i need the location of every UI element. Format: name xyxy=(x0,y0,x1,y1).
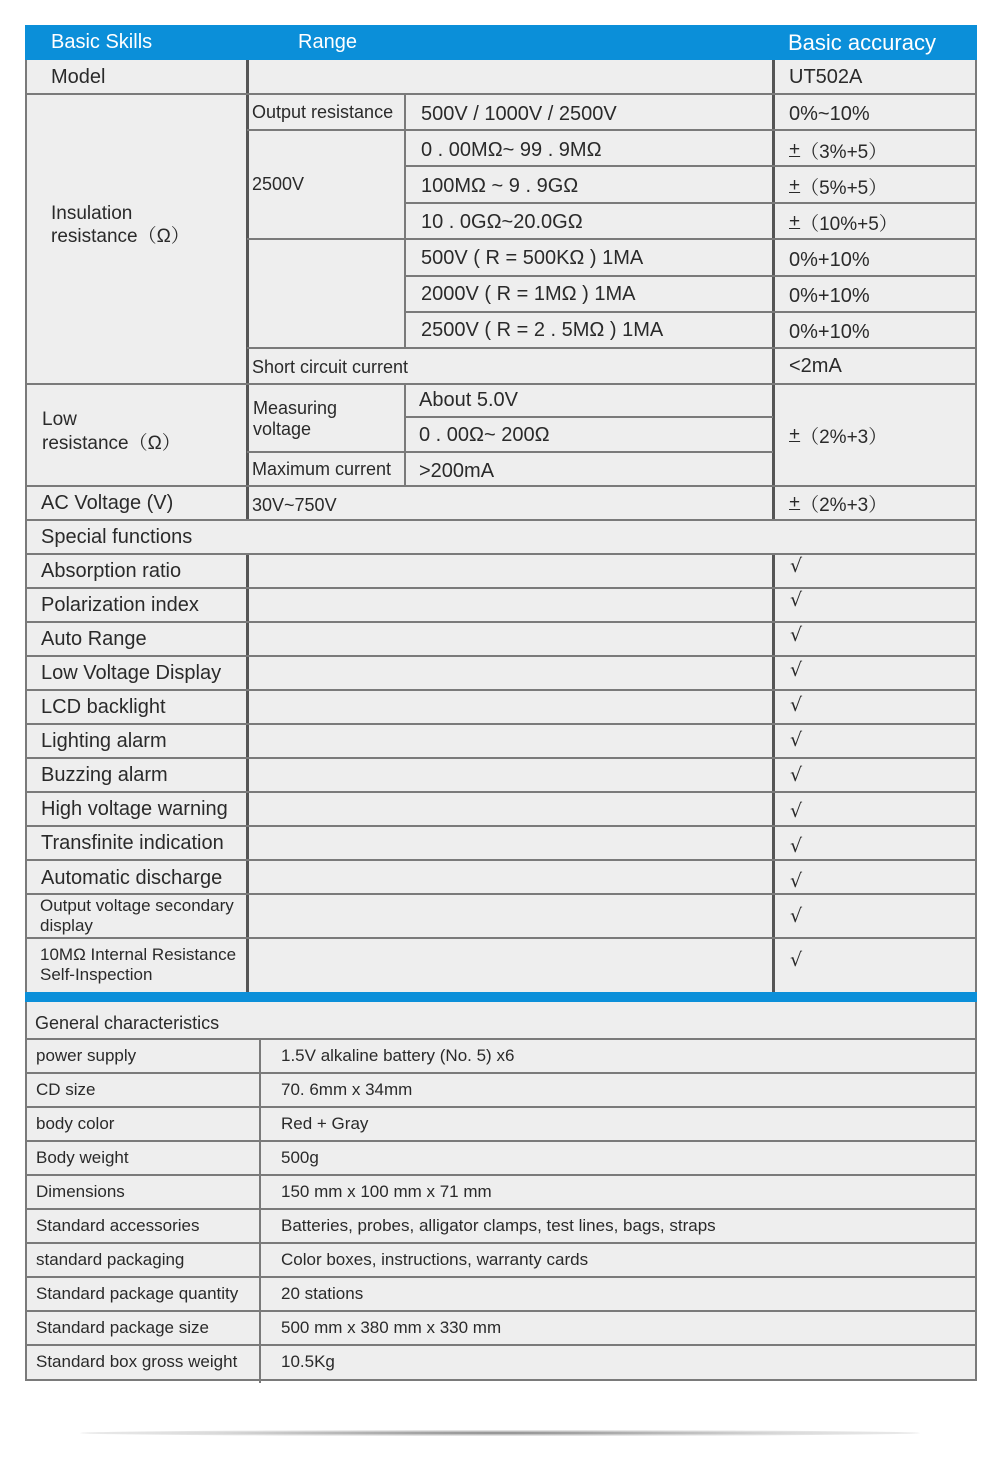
output-resistance-label: Output resistance xyxy=(252,101,394,122)
check-icon: √ xyxy=(790,800,803,822)
general-title: General characteristics xyxy=(35,1012,220,1033)
current-range-1: 500V ( R = 500KΩ ) 1MA xyxy=(421,246,644,269)
measuring-voltage-value-2: 0 . 00Ω~ 200Ω xyxy=(419,424,550,446)
col-divider-1b xyxy=(246,554,249,992)
check-icon: √ xyxy=(790,659,803,681)
col-divider-2a xyxy=(404,94,406,348)
header-range: Range xyxy=(298,31,357,53)
special-functions-title: Special functions xyxy=(41,525,193,548)
general-value-power-supply: 1.5V alkaline battery (No. 5) x6 xyxy=(281,1046,515,1065)
short-circuit-accuracy: <2mA xyxy=(789,354,842,377)
max-current-label: Maximum current xyxy=(252,459,392,479)
v2500-range-1: 0 . 00MΩ~ 99 . 9MΩ xyxy=(421,138,602,161)
special-item-lcd-backlight: LCD backlight xyxy=(41,695,166,718)
hline xyxy=(25,1379,977,1381)
hline xyxy=(25,723,977,725)
accuracy-value: （2%+3） xyxy=(800,494,888,516)
v2500-range-3: 10 . 0GΩ~20.0GΩ xyxy=(421,210,583,233)
check-icon: √ xyxy=(790,870,803,892)
general-label-gross-weight: Standard box gross weight xyxy=(36,1352,238,1371)
check-icon: √ xyxy=(790,589,803,611)
low-resistance-label xyxy=(42,408,181,456)
hline xyxy=(25,1140,977,1142)
low-resistance-label-line2: resistance（Ω） xyxy=(42,433,181,454)
special-item-absorption-ratio: Absorption ratio xyxy=(41,559,182,582)
col-divider-2b xyxy=(404,384,406,486)
model-value: UT502A xyxy=(789,65,863,88)
border-left xyxy=(25,1002,27,1381)
general-value-cd-size: 70. 6mm x 34mm xyxy=(281,1080,413,1099)
general-value-body-weight: 500g xyxy=(281,1148,319,1167)
output-resistance-accuracy: 0%~10% xyxy=(789,102,870,125)
insulation-label-line1: Insulation xyxy=(51,203,133,224)
measuring-voltage-label xyxy=(253,398,337,440)
item-line1: Output voltage secondary xyxy=(40,896,234,915)
v2500-range-2: 100MΩ ~ 9 . 9GΩ xyxy=(421,174,579,197)
short-circuit-label: Short circuit current xyxy=(252,356,409,377)
accuracy-value: （3%+5） xyxy=(800,141,888,163)
general-label-package-size: Standard package size xyxy=(36,1318,209,1337)
header-basic-skills: Basic Skills xyxy=(51,31,153,53)
general-value-body-color: Red + Gray xyxy=(281,1114,369,1133)
border-right xyxy=(975,60,977,992)
decorative-shadow xyxy=(80,1430,920,1436)
special-item-output-voltage-secondary-display xyxy=(40,896,234,936)
check-icon: √ xyxy=(790,555,803,577)
general-label-package-quantity: Standard package quantity xyxy=(36,1284,239,1303)
current-accuracy-1: 0%+10% xyxy=(789,248,870,271)
special-item-transfinite-indication: Transfinite indication xyxy=(41,831,224,854)
low-resistance-label-line1: Low xyxy=(42,409,77,430)
ac-voltage-label: AC Voltage (V) xyxy=(41,491,174,514)
plus-minus-icon: + xyxy=(789,175,801,196)
current-range-2: 2000V ( R = 1MΩ ) 1MA xyxy=(421,282,636,305)
accuracy-value: （2%+3） xyxy=(800,426,888,448)
item-line2: display xyxy=(40,916,93,935)
measuring-voltage-value-1: About 5.0V xyxy=(419,389,518,411)
col-divider-3b xyxy=(772,554,775,992)
v2500-accuracy-3 xyxy=(789,204,898,240)
special-item-auto-range: Auto Range xyxy=(41,627,147,650)
ac-voltage-range: 30V~750V xyxy=(252,494,337,515)
general-value-standard-packaging: Color boxes, instructions, warranty cards xyxy=(281,1250,589,1269)
border-left xyxy=(25,60,27,992)
check-icon: √ xyxy=(790,764,803,786)
section-separator xyxy=(25,992,977,1002)
measuring-voltage-line2: voltage xyxy=(253,419,312,439)
plus-minus-icon: + xyxy=(789,424,801,445)
special-item-automatic-discharge: Automatic discharge xyxy=(41,866,223,889)
special-item-low-voltage-display: Low Voltage Display xyxy=(41,661,222,684)
hline xyxy=(25,1106,977,1108)
header-basic-accuracy: Basic accuracy xyxy=(788,29,936,55)
general-label-standard-packaging: standard packaging xyxy=(36,1250,185,1269)
general-label-dimensions: Dimensions xyxy=(36,1182,125,1201)
general-label-cd-size: CD size xyxy=(36,1080,96,1099)
hline xyxy=(25,757,977,759)
current-accuracy-2: 0%+10% xyxy=(789,284,870,307)
v2500-label: 2500V xyxy=(252,174,305,194)
general-value-package-quantity: 20 stations xyxy=(281,1284,364,1303)
current-accuracy-3: 0%+10% xyxy=(789,320,870,343)
special-item-internal-resistance-self-inspection xyxy=(40,945,236,985)
max-current-value: >200mA xyxy=(419,460,495,482)
model-label: Model xyxy=(51,65,106,88)
item-line2: Self-Inspection xyxy=(40,965,153,984)
check-icon: √ xyxy=(790,624,803,646)
v2500-accuracy-2 xyxy=(789,168,887,204)
measuring-voltage-line1: Measuring xyxy=(253,398,338,418)
insulation-label-line2: resistance（Ω） xyxy=(51,226,190,247)
current-range-3: 2500V ( R = 2 . 5MΩ ) 1MA xyxy=(421,318,664,341)
hline xyxy=(25,937,977,939)
accuracy-value: （10%+5） xyxy=(800,213,898,235)
plus-minus-icon: + xyxy=(789,492,801,513)
plus-minus-icon: + xyxy=(789,211,801,232)
accuracy-value: （5%+5） xyxy=(800,177,888,199)
output-resistance-range: 500V / 1000V / 2500V xyxy=(421,102,617,125)
check-icon: √ xyxy=(790,949,803,971)
plus-minus-icon: + xyxy=(789,139,801,160)
general-label-standard-accessories: Standard accessories xyxy=(36,1216,200,1235)
general-value-dimensions: 150 mm x 100 mm x 71 mm xyxy=(281,1182,492,1201)
hline xyxy=(25,1174,977,1176)
general-value-package-size: 500 mm x 380 mm x 330 mm xyxy=(281,1318,502,1337)
border-right xyxy=(975,1002,977,1381)
insulation-label xyxy=(51,202,190,248)
general-col-divider xyxy=(259,1039,261,1383)
special-item-high-voltage-warning: High voltage warning xyxy=(41,797,228,820)
check-icon: √ xyxy=(790,905,803,927)
special-item-lighting-alarm: Lighting alarm xyxy=(41,729,167,752)
check-icon: √ xyxy=(790,729,803,751)
item-line1: 10MΩ Internal Resistance xyxy=(40,945,237,964)
v2500-accuracy-1 xyxy=(789,132,887,168)
special-item-buzzing-alarm: Buzzing alarm xyxy=(41,763,168,786)
general-value-gross-weight: 10.5Kg xyxy=(281,1352,335,1371)
check-icon: √ xyxy=(790,694,803,716)
general-label-body-weight: Body weight xyxy=(36,1148,129,1167)
special-item-polarization-index: Polarization index xyxy=(41,593,199,616)
ac-voltage-accuracy xyxy=(789,486,887,520)
general-value-standard-accessories: Batteries, probes, alligator clamps, test lines, bags, straps xyxy=(281,1216,716,1235)
check-icon: √ xyxy=(790,835,803,857)
general-label-power-supply: power supply xyxy=(36,1046,137,1065)
general-label-body-color: body color xyxy=(36,1114,115,1133)
low-resistance-accuracy xyxy=(789,384,887,486)
